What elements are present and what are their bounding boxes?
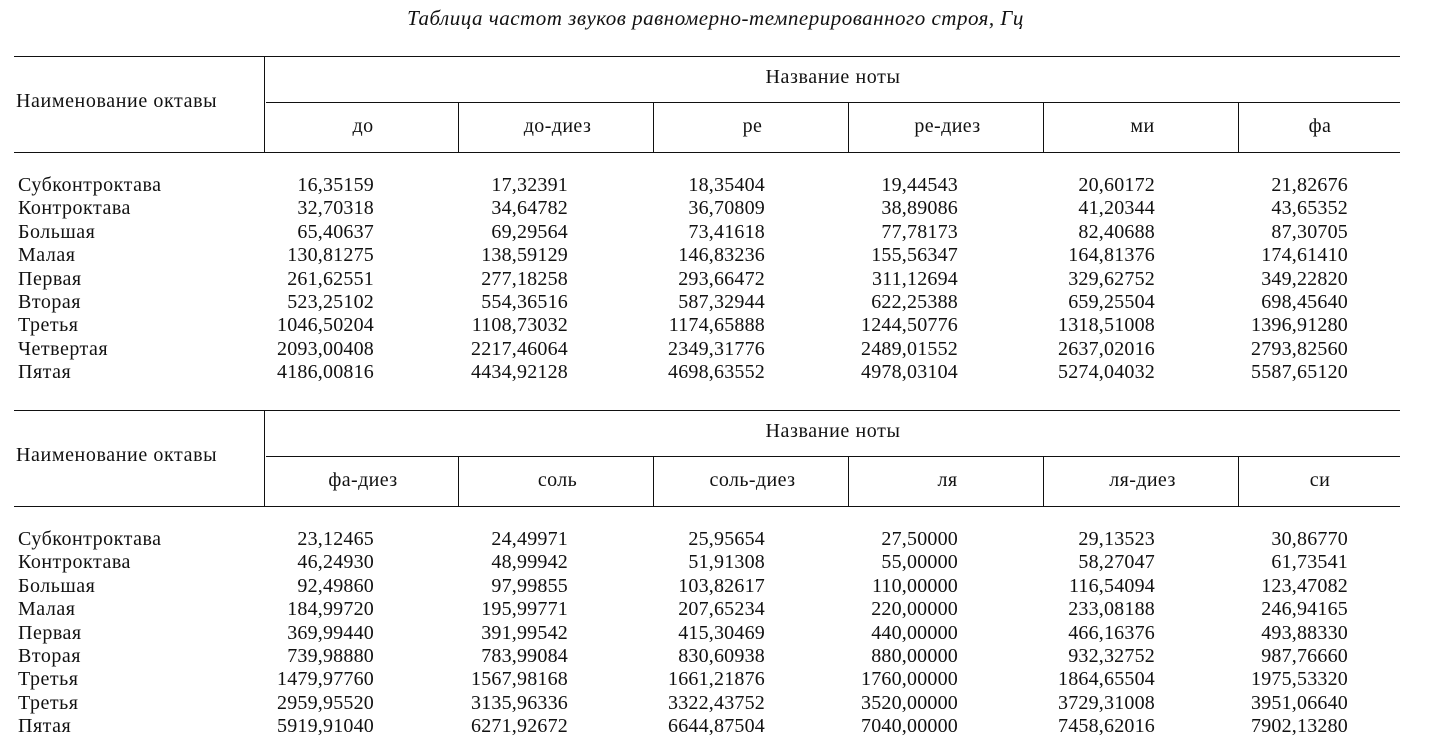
frequency-value: 92,49860 bbox=[297, 574, 374, 597]
frequency-value: 3729,31008 bbox=[1058, 691, 1155, 714]
frequency-value: 1046,50204 bbox=[277, 314, 374, 337]
frequency-value: 38,89086 bbox=[881, 197, 958, 220]
frequency-value: 110,00000 bbox=[871, 574, 958, 597]
frequency-value: 138,59129 bbox=[481, 244, 568, 267]
note-column-header: ми bbox=[1130, 115, 1155, 137]
octave-name: Большая bbox=[18, 574, 96, 597]
frequency-value: 27,50000 bbox=[881, 528, 958, 550]
frequency-table-1 bbox=[14, 56, 1400, 386]
frequency-value: 246,94165 bbox=[1261, 598, 1348, 621]
frequency-value: 415,30469 bbox=[678, 621, 765, 644]
frequency-value: 18,35404 bbox=[688, 174, 765, 196]
frequency-value: 97,99855 bbox=[491, 574, 568, 597]
frequency-value: 5919,91040 bbox=[277, 715, 374, 738]
frequency-value: 73,41618 bbox=[688, 220, 765, 243]
frequency-value: 146,83236 bbox=[678, 244, 765, 267]
note-column-header: до-диез bbox=[523, 115, 592, 137]
octave-name: Третья bbox=[18, 314, 79, 337]
note-column-header: си bbox=[1309, 469, 1331, 491]
note-group-header: Название ноты bbox=[765, 420, 901, 442]
frequency-value: 1174,65888 bbox=[668, 314, 765, 337]
header-bottom-rule bbox=[14, 506, 1400, 507]
header-divider bbox=[264, 410, 265, 506]
frequency-value: 20,60172 bbox=[1078, 174, 1155, 196]
frequency-value: 622,25388 bbox=[871, 291, 958, 313]
frequency-value: 1108,73032 bbox=[471, 314, 568, 337]
frequency-value: 82,40688 bbox=[1078, 220, 1155, 243]
frequency-value: 4698,63552 bbox=[668, 361, 765, 384]
frequency-value: 77,78173 bbox=[881, 220, 958, 243]
octave-name: Вторая bbox=[18, 645, 81, 667]
frequency-value: 1760,00000 bbox=[861, 668, 958, 691]
frequency-value: 466,16376 bbox=[1068, 621, 1155, 644]
frequency-value: 61,73541 bbox=[1271, 551, 1348, 574]
frequency-value: 1396,91280 bbox=[1251, 314, 1348, 337]
frequency-value: 554,36516 bbox=[481, 291, 568, 313]
frequency-value: 493,88330 bbox=[1261, 621, 1348, 644]
frequency-value: 69,29564 bbox=[491, 220, 568, 243]
frequency-value: 19,44543 bbox=[881, 174, 958, 196]
frequency-value: 311,12694 bbox=[871, 267, 958, 290]
octave-name: Четвертая bbox=[18, 337, 109, 360]
frequency-value: 29,13523 bbox=[1078, 528, 1155, 550]
frequency-value: 220,00000 bbox=[871, 598, 958, 621]
header-bottom-rule bbox=[14, 152, 1400, 153]
frequency-value: 3520,00000 bbox=[861, 691, 958, 714]
frequency-value: 2093,00408 bbox=[277, 337, 374, 360]
frequency-value: 41,20344 bbox=[1078, 197, 1155, 220]
frequency-value: 587,32944 bbox=[678, 291, 765, 313]
frequency-value: 7902,13280 bbox=[1251, 715, 1348, 738]
frequency-value: 1479,97760 bbox=[277, 668, 374, 691]
frequency-value: 2793,82560 bbox=[1251, 337, 1348, 360]
octave-name: Субконтроктава bbox=[18, 174, 162, 196]
frequency-value: 6644,87504 bbox=[668, 715, 765, 738]
frequency-value: 87,30705 bbox=[1271, 220, 1348, 243]
table-top-rule bbox=[14, 56, 1400, 57]
frequency-value: 25,95654 bbox=[688, 528, 765, 550]
frequency-value: 293,66472 bbox=[678, 267, 765, 290]
frequency-value: 3951,06640 bbox=[1251, 691, 1348, 714]
frequency-value: 43,65352 bbox=[1271, 197, 1348, 220]
frequency-value: 659,25504 bbox=[1068, 291, 1155, 313]
frequency-value: 36,70809 bbox=[688, 197, 765, 220]
octave-name: Контроктава bbox=[18, 197, 131, 220]
frequency-value: 698,45640 bbox=[1261, 291, 1348, 313]
frequency-value: 3135,96336 bbox=[471, 691, 568, 714]
table-top-rule bbox=[14, 410, 1400, 411]
frequency-value: 1318,51008 bbox=[1058, 314, 1155, 337]
frequency-value: 30,86770 bbox=[1271, 528, 1348, 550]
frequency-value: 261,62551 bbox=[287, 267, 374, 290]
octave-name: Первая bbox=[18, 621, 82, 644]
octave-name: Первая bbox=[18, 267, 82, 290]
frequency-table-2 bbox=[14, 410, 1400, 745]
octave-name: Контроктава bbox=[18, 551, 131, 574]
frequency-value: 24,49971 bbox=[491, 528, 568, 550]
octave-name: Третья bbox=[18, 691, 79, 714]
note-column-header: ре bbox=[742, 115, 763, 137]
frequency-value: 34,64782 bbox=[491, 197, 568, 220]
note-column-header: до bbox=[352, 115, 374, 137]
frequency-value: 2959,95520 bbox=[277, 691, 374, 714]
frequency-value: 195,99771 bbox=[481, 598, 568, 621]
frequency-value: 523,25102 bbox=[287, 291, 374, 313]
frequency-value: 2637,02016 bbox=[1058, 337, 1155, 360]
note-column-header: соль-диез bbox=[709, 469, 796, 491]
octave-name: Малая bbox=[18, 598, 76, 621]
octave-name: Вторая bbox=[18, 291, 81, 313]
frequency-value: 6271,92672 bbox=[471, 715, 568, 738]
frequency-value: 116,54094 bbox=[1068, 574, 1155, 597]
frequency-value: 277,18258 bbox=[481, 267, 568, 290]
frequency-value: 1244,50776 bbox=[861, 314, 958, 337]
frequency-value: 23,12465 bbox=[297, 528, 374, 550]
note-column-header: фа-диез bbox=[328, 469, 398, 491]
frequency-value: 174,61410 bbox=[1261, 244, 1348, 267]
note-column-header: ля bbox=[937, 469, 958, 491]
frequency-value: 932,32752 bbox=[1068, 645, 1155, 667]
frequency-value: 1567,98168 bbox=[471, 668, 568, 691]
frequency-value: 46,24930 bbox=[297, 551, 374, 574]
frequency-value: 3322,43752 bbox=[668, 691, 765, 714]
frequency-value: 1661,21876 bbox=[668, 668, 765, 691]
frequency-value: 4434,92128 bbox=[471, 361, 568, 384]
frequency-value: 2349,31776 bbox=[668, 337, 765, 360]
frequency-value: 329,62752 bbox=[1068, 267, 1155, 290]
frequency-value: 1975,53320 bbox=[1251, 668, 1348, 691]
frequency-value: 4186,00816 bbox=[277, 361, 374, 384]
frequency-value: 349,22820 bbox=[1261, 267, 1348, 290]
frequency-value: 4978,03104 bbox=[861, 361, 958, 384]
frequency-value: 7040,00000 bbox=[861, 715, 958, 738]
octave-column-header: Наименование октавы bbox=[16, 90, 218, 112]
frequency-value: 155,56347 bbox=[871, 244, 958, 267]
frequency-value: 17,32391 bbox=[491, 174, 568, 196]
octave-name: Большая bbox=[18, 220, 96, 243]
frequency-value: 16,35159 bbox=[297, 174, 374, 196]
frequency-value: 164,81376 bbox=[1068, 244, 1155, 267]
frequency-value: 184,99720 bbox=[287, 598, 374, 621]
frequency-value: 130,81275 bbox=[287, 244, 374, 267]
note-column-header: ре-диез bbox=[914, 115, 981, 137]
note-group-header: Название ноты bbox=[765, 66, 901, 88]
note-column-header: фа bbox=[1308, 115, 1332, 137]
frequency-value: 391,99542 bbox=[481, 621, 568, 644]
frequency-value: 55,00000 bbox=[881, 551, 958, 574]
frequency-value: 2217,46064 bbox=[471, 337, 568, 360]
frequency-value: 233,08188 bbox=[1068, 598, 1155, 621]
frequency-value: 123,47082 bbox=[1261, 574, 1348, 597]
header-mid-rule bbox=[266, 456, 1400, 457]
frequency-value: 369,99440 bbox=[287, 621, 374, 644]
frequency-value: 207,65234 bbox=[678, 598, 765, 621]
frequency-value: 48,99942 bbox=[491, 551, 568, 574]
frequency-value: 5274,04032 bbox=[1058, 361, 1155, 384]
frequency-value: 32,70318 bbox=[297, 197, 374, 220]
frequency-value: 58,27047 bbox=[1078, 551, 1155, 574]
octave-name: Пятая bbox=[18, 361, 72, 384]
frequency-value: 1864,65504 bbox=[1058, 668, 1155, 691]
octave-name: Субконтроктава bbox=[18, 528, 162, 550]
frequency-value: 65,40637 bbox=[297, 220, 374, 243]
frequency-value: 21,82676 bbox=[1271, 174, 1348, 196]
frequency-value: 440,00000 bbox=[871, 621, 958, 644]
frequency-value: 103,82617 bbox=[678, 574, 765, 597]
octave-name: Малая bbox=[18, 244, 76, 267]
octave-column-header: Наименование октавы bbox=[16, 444, 218, 466]
note-column-header: ля-диез bbox=[1109, 469, 1176, 491]
frequency-value: 2489,01552 bbox=[861, 337, 958, 360]
octave-name: Третья bbox=[18, 668, 79, 691]
frequency-value: 830,60938 bbox=[678, 645, 765, 667]
frequency-value: 783,99084 bbox=[481, 645, 568, 667]
frequency-value: 7458,62016 bbox=[1058, 715, 1155, 738]
note-column-header: соль bbox=[537, 469, 578, 491]
frequency-value: 739,98880 bbox=[287, 645, 374, 667]
frequency-value: 987,76660 bbox=[1261, 645, 1348, 667]
page-title: Таблица частот звуков равномерно-темперированного строя, Гц bbox=[407, 6, 1024, 30]
frequency-value: 51,91308 bbox=[688, 551, 765, 574]
header-mid-rule bbox=[266, 102, 1400, 103]
header-divider bbox=[264, 56, 265, 152]
frequency-value: 880,00000 bbox=[871, 645, 958, 667]
octave-name: Пятая bbox=[18, 715, 72, 738]
frequency-value: 5587,65120 bbox=[1251, 361, 1348, 384]
